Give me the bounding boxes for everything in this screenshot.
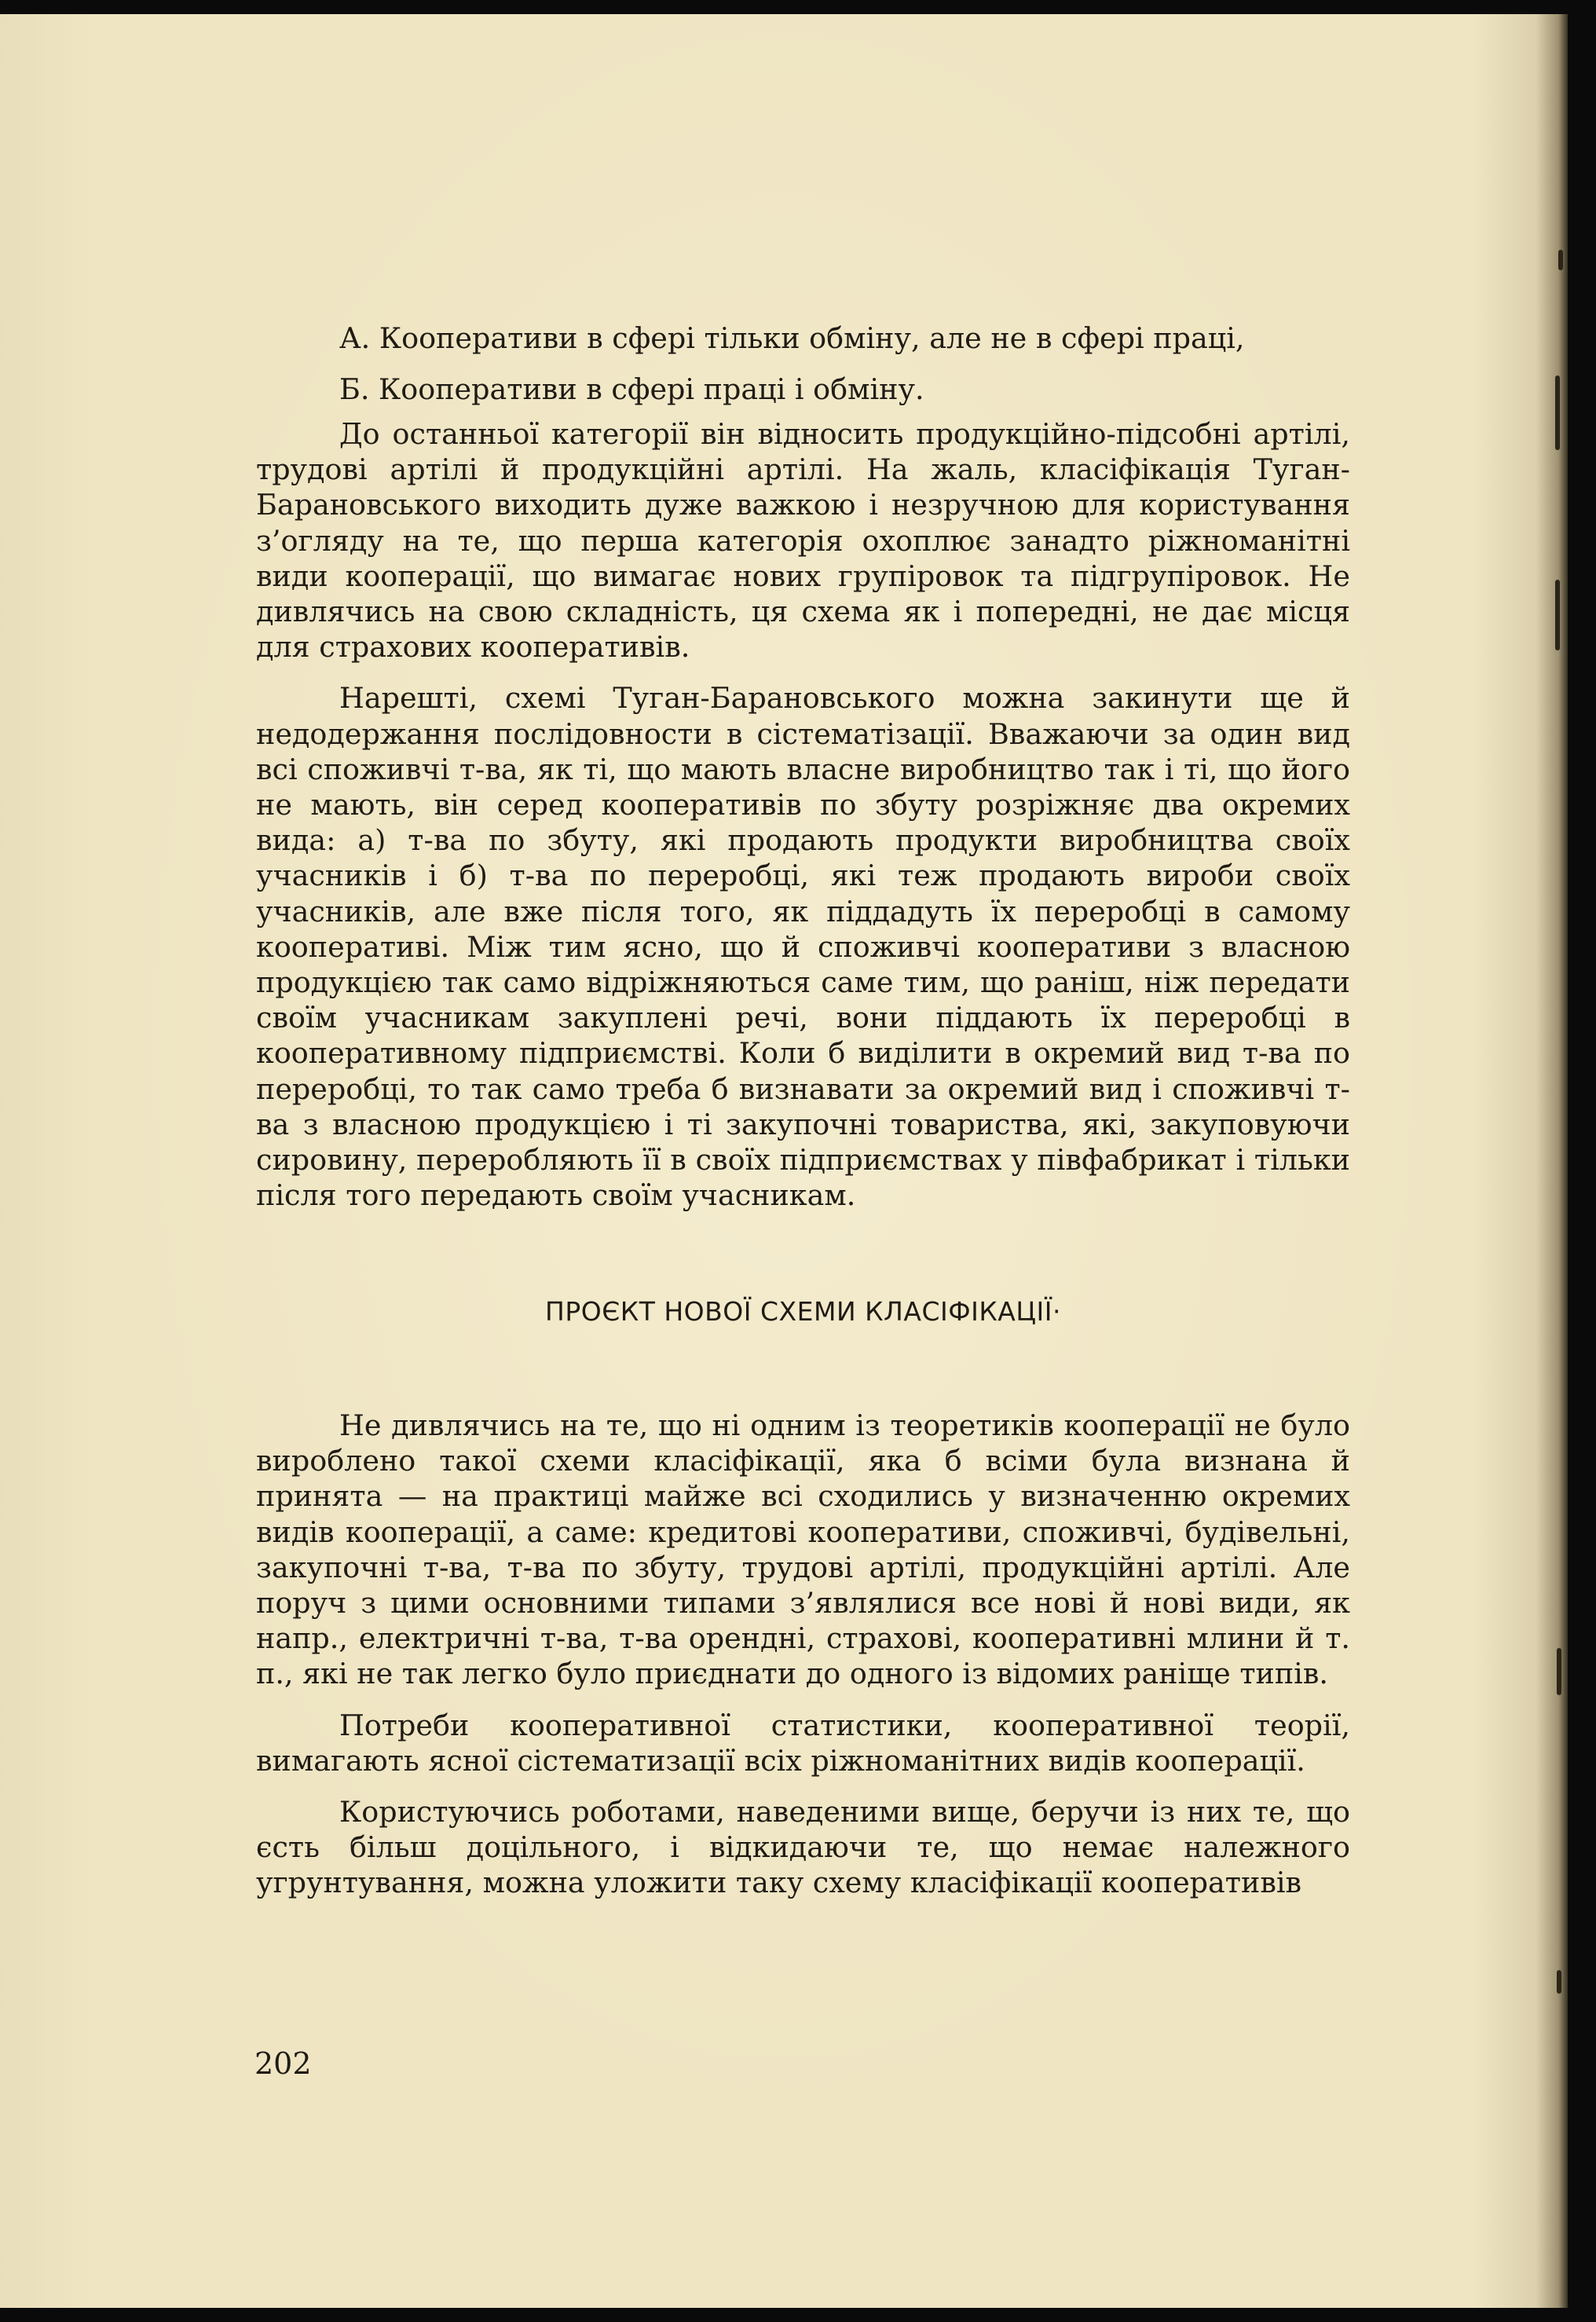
book-page	[0, 14, 1568, 2308]
paragraph: Не дивлячись на те, що ні одним із теоретиків кооперації не було вироблено такої схеми класіфікації, яка б всіми була визнана й принята — на практиці майже всі сходились у визначенню окремих видів кооперації, а саме: кредитові кооперативи, споживчі, будівельні, закупочні т-ва, т-ва по збуту, трудові артілі, продукційні артілі. Але поруч з цими основними типами з’являлися все нові й нові види, як напр., електричні т-ва, т-ва орендні, страхові, кооперативні млини й т. п., які не так легко було приєднати до одного із відомих раніще типів.	[256, 1408, 1350, 1691]
paragraph: Потреби кооперативної статистики, кооперативної теорії, вимагають ясної сістематизації всіх ріжноманітних видів кооперації.	[256, 1708, 1350, 1778]
section-heading: ПРОЄКТ НОВОЇ СХЕМИ КЛАСІФІКАЦІЇ·	[545, 1296, 1061, 1327]
edge-mark	[1555, 375, 1560, 450]
spine-shadow	[1536, 14, 1568, 2308]
paragraph: Нарешті, схемі Туган-Барановського можна закинути ще й недодержання послідовности в сістематізації. Вважаючи за один вид всі споживчі т-ва, як ті, що мають власне виробництво так і ті, що його не мають, він серед кооперативів по збуту розріжняє два окремих вида: а) т-ва по збуту, які продають продукти виробництва своїх учасників і б) т-ва по переробці, які теж продають вироби своїх учасників, але вже після того, як піддадуть їх переробці в самому кооперативі. Між тим ясно, що й споживчі кооперативи з власною продукцією так само відріжняються саме тим, що раніш, ніж передати своїм учасникам закуплені речі, вони піддають їх переробці в кооперативному підприємстві. Коли б виділити в окремий вид т-ва по переробці, то так само треба б визнавати за окремий вид і споживчі т-ва з власною продукцією і ті закупочні товариства, які, закуповуючи сировину, переробляють її в своїх підприємствах у півфабрикат і тільки після того передають своїм учасникам.	[256, 681, 1350, 1213]
paragraph: Користуючись роботами, наведеними вище, беручи із них те, що єсть більш доцільного, і відкидаючи те, що немає належного угрунтування, можна уложити таку схему класіфікації кооперативів	[256, 1795, 1350, 1900]
list-item-a: А. Кооперативи в сфері тільки обміну, але не в сфері праці,	[339, 321, 1245, 355]
edge-mark	[1555, 580, 1560, 650]
edge-mark	[1558, 250, 1563, 270]
list-item-b: Б. Кооперативи в сфері праці і обміну.	[339, 372, 924, 407]
edge-mark	[1557, 1648, 1561, 1695]
paragraph: До останньої категорії він відносить продукційно-підсобні артілі, трудові артілі й продукційні артілі. На жаль, класіфікація Туган-Барановського виходить дуже важкою і незручною для користування з’огляду на те, що перша категорія охоплює занадто ріжноманітні види кооперації, що вимагає нових групіровок та підгрупіровок. Не дивлячись на свою складність, ця схема як і попередні, не дає місця для страхових кооперативів.	[256, 417, 1350, 665]
edge-mark	[1557, 1970, 1561, 1994]
page-number: 202	[254, 2046, 312, 2081]
list-block	[256, 320, 1350, 407]
section1-body	[256, 416, 1350, 1213]
section2-body	[256, 1408, 1350, 1901]
